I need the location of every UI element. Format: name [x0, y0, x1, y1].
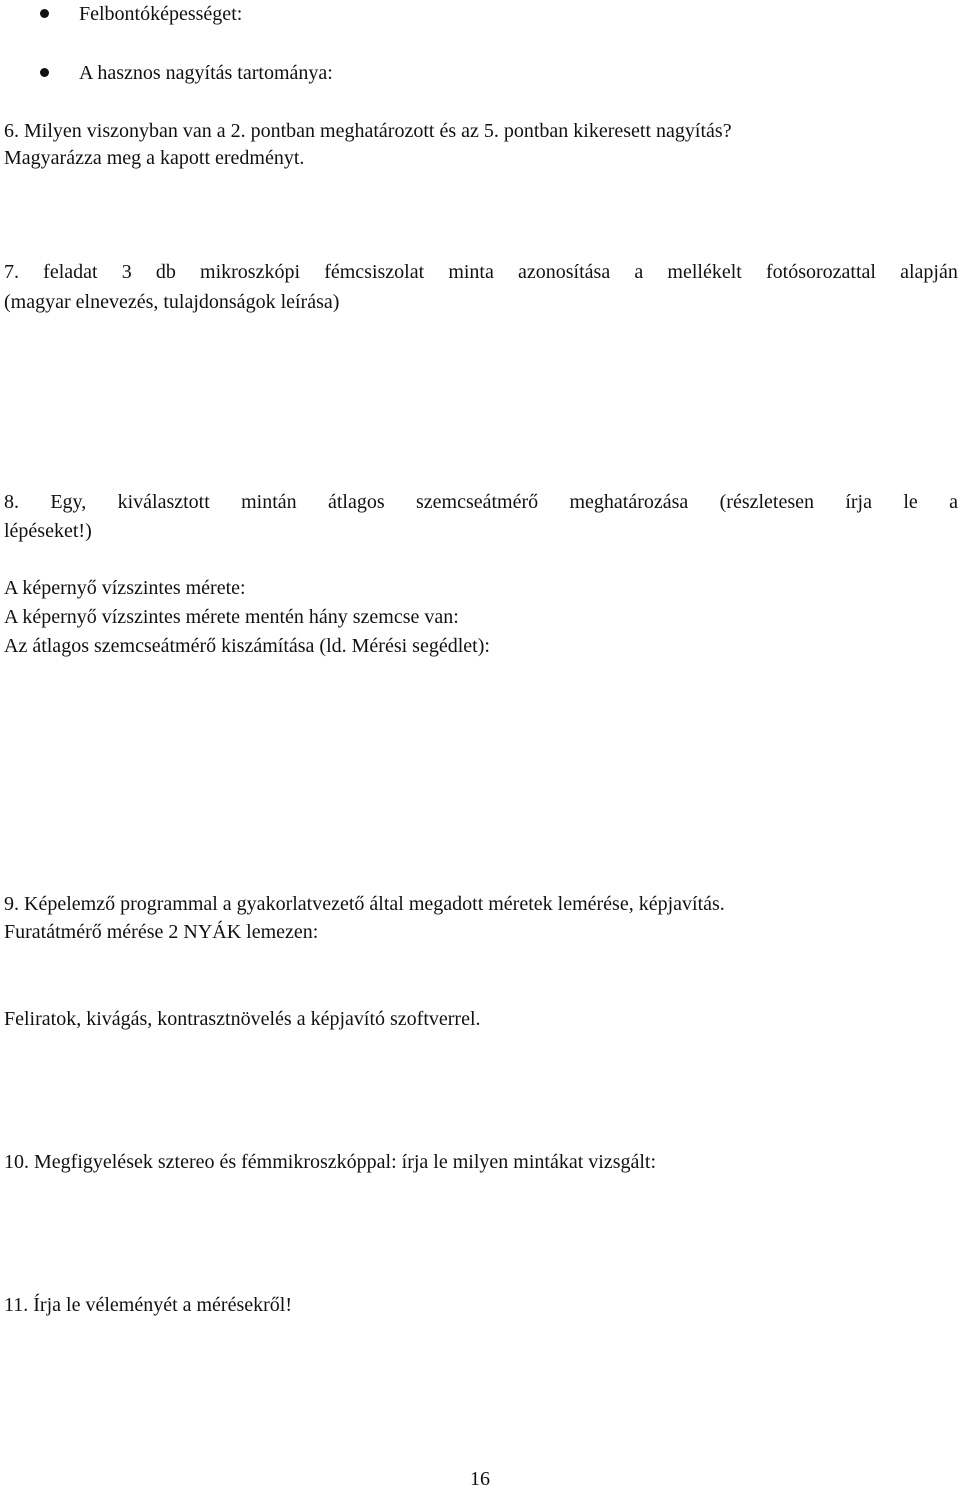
word: Egy, [50, 491, 87, 513]
question-9-line-1: 9. Képelemző programmal a gyakorlatvezető által megadott méretek lemérése, képjavítás. [4, 893, 725, 915]
word: 8. [4, 491, 19, 513]
bullet-item-resolution [0, 2, 960, 30]
word: 7. [4, 261, 19, 283]
bullet-icon [40, 68, 49, 77]
question-11-line-1: 11. Írja le véleményét a mérésekről! [4, 1294, 293, 1316]
word: alapján [900, 261, 958, 283]
bullet-text: A hasznos nagyítás tartománya: [79, 62, 333, 84]
bullet-text: Felbontóképességet: [79, 3, 243, 25]
word: átlagos [327, 491, 385, 513]
question-9-line-2: Furatátmérő mérése 2 NYÁK lemezen: [4, 921, 319, 943]
word: a [949, 491, 958, 513]
page-number: 16 [470, 1468, 490, 1490]
question-8-average-diameter: Az átlagos szemcseátmérő kiszámítása (ld. Mérési segédlet): [4, 635, 490, 657]
word: 3 [121, 261, 132, 283]
word: (részletesen [719, 491, 815, 513]
question-6-line-1: 6. Milyen viszonyban van a 2. pontban meghatározott és az 5. pontban kikeresett nagyítás? [4, 120, 732, 142]
question-7-line-1 [4, 260, 958, 284]
question-9-line-3: Feliratok, kivágás, kontrasztnövelés a képjavító szoftverrel. [4, 1008, 481, 1030]
word: a [634, 261, 644, 283]
word: írja [845, 491, 872, 513]
bullet-icon [40, 9, 49, 18]
word: db [155, 261, 176, 283]
word: feladat [43, 261, 98, 283]
question-8-line-2: lépéseket!) [4, 520, 92, 542]
question-7-line-2: (magyar elnevezés, tulajdonságok leírása) [4, 291, 340, 313]
word: mintán [241, 491, 297, 513]
word: kiválasztott [117, 491, 210, 513]
word: mellékelt [667, 261, 742, 283]
question-10-line-1: 10. Megfigyelések sztereo és fémmikroszkóppal: írja le milyen mintákat vizsgált: [4, 1151, 657, 1173]
bullet-item-useful-magnification [0, 61, 960, 89]
word: fotósorozattal [765, 261, 876, 283]
question-8-grain-count: A képernyő vízszintes mérete mentén hány szemcse van: [4, 606, 459, 628]
question-8-screen-width: A képernyő vízszintes mérete: [4, 577, 246, 599]
question-8-line-1 [4, 490, 958, 514]
word: meghatározása [569, 491, 689, 513]
word: fémcsiszolat [324, 261, 425, 283]
word: le [903, 491, 918, 513]
question-6-line-2: Magyarázza meg a kapott eredményt. [4, 147, 305, 169]
word: azonosítása [518, 261, 611, 283]
word: mikroszkópi [200, 261, 301, 283]
word: szemcseátmérő [415, 491, 539, 513]
word: minta [448, 261, 494, 283]
